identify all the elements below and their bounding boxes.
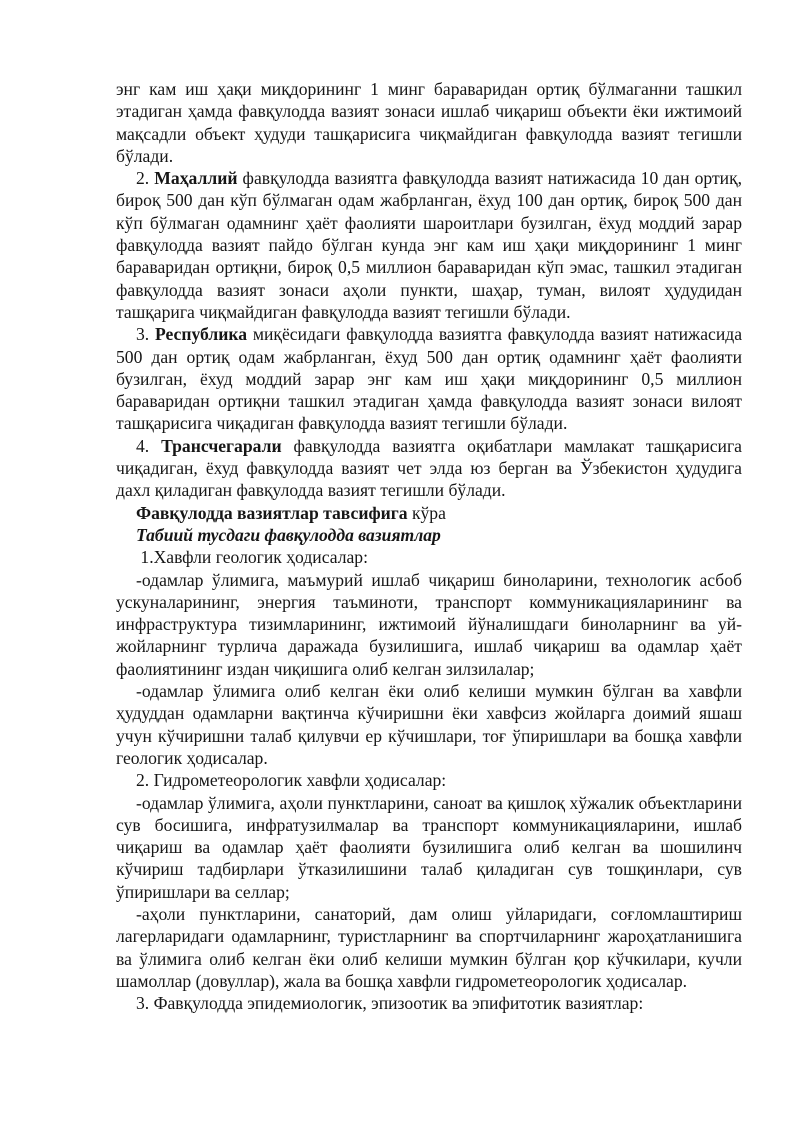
paragraph-earthquakes: -одамлар ўлимига, маъмурий ишлаб чиқариш биноларини, технологик асбоб ускуналарининг, энергия таъминоти, транспорт коммуникацияларининг ва инфраструктура тизимларининг, ижтимоий йўналишдаги биноларнинг ва уй-жойларнинг турлича даражада бузилишига, ишлаб чиқариш ва одамлар ҳаёт фаолиятининг издан чиқишига олиб келган зилзилалар; [116, 569, 742, 679]
subsection-heading: Табиий тусдаги фавқулодда вазиятлар [136, 524, 441, 545]
section-heading-rest: кўра [407, 502, 446, 523]
section-heading [116, 502, 742, 524]
paragraph-text: фавқулодда вазиятга фавқулодда вазият натижасида 10 дан ортиқ, бироқ 500 дан кўп бўлмаган одам жабрланган, ёхуд 100 дан ортиқ, бироқ 500 дан кўп бўлмаган одамнинг ҳаёт фаолияти шароитлари бузилган, ёхуд моддий зарар фавқулодда вазият пайдо бўлган кунда энг кам иш ҳақи миқдорининг 1 минг бараваридан ортиқни, бироқ 0,5 миллион бараваридан кўп эмас, ташкил этадиган фавқулодда вазият зонаси аҳоли пункти, шаҳар, туман, вилоят ҳудудидан ташқарига чиқмайдиган фавқулодда вазият тегишли бўлади. [116, 168, 743, 322]
paragraph-floods: -одамлар ўлимига, аҳоли пунктларини, саноат ва қишлоқ хўжалик объектларини сув босишига, инфратузилмалар ва транспорт коммуникацияларини, ишлаб чиқариш ва одамлар ҳаёт фаолияти бузилишига олиб келган ва шошилинч кўчириш тадбирлари ўтказилишини талаб қиладиган сув тошқинлари, сув ўпиришлари ва селлар; [116, 792, 742, 902]
list-heading-geologic: 1.Хавфли геологик ҳодисалар: [136, 547, 368, 568]
term-local: Маҳаллий [154, 168, 238, 189]
term-transboundary: Трансчегарали [161, 435, 282, 456]
term-republic: Республика [155, 324, 248, 345]
item-number: 3. [136, 324, 155, 345]
item-number: 2. [136, 168, 155, 189]
paragraph-continuation: энг кам иш ҳақи миқдорининг 1 минг бараваридан ортиқ бўлмаганни ташкил этадиган ҳамда фавқулодда вазият зонаси ишлаб чиқариш объекти ёки ижтимоий мақсадли объект ҳудуди ташқарисига чиқмайдиган фавқулодда вазият тегишли бўлади. [116, 79, 742, 166]
paragraph-landslides: -одамлар ўлимига олиб келган ёки олиб келиши мумкин бўлган ва хавфли ҳудуддан одамларни вақтинча кўчиришни ёки хавфсиз жойларга доимий яшаш учун кўчиришни талаб қилувчи ер кўчишлари, тоғ ўпиришлари ва бошқа хавфли геологик ҳодисалар. [116, 681, 742, 768]
paragraph-local [116, 167, 742, 323]
list-heading-epidemic: 3. Фавқулодда эпидемиологик, эпизоотик ва эпифитотик вазиятлар: [136, 993, 644, 1014]
paragraph-text: миқёсидаги фавқулодда вазиятга фавқулодда вазият натижасида 500 дан ортиқ одам жабрланган, ёхуд 500 дан ортиқ одамнинг ҳаёт фаолияти бузилган, ёхуд моддий зарар энг кам иш ҳақи миқдорининг 0,5 миллион бараваридан ортиқни ташкил этадиган ҳамда фавқулодда вазият зонаси вилоят ташқарисига чиқадиган фавқулодда вазият тегишли бўлади. [116, 324, 743, 434]
list-heading-hydromet: 2. Гидрометеорологик хавфли ҳодисалар: [136, 770, 447, 791]
paragraph-text: фавқулодда вазиятга оқибатлари мамлакат ташқарисига чиқадиган, ёхуд фавқулодда вазият чет элда юз берган ва Ўзбекистон ҳудудига дахл қиладиган фавқулодда вазият тегишли бўлади. [116, 435, 742, 501]
document-page [116, 78, 742, 1014]
section-heading-bold: Фавқулодда вазиятлар тавсифига [136, 502, 408, 523]
item-number: 4. [136, 435, 162, 456]
paragraph-transboundary [116, 435, 742, 502]
paragraph-avalanches: -аҳоли пунктларини, санаторий, дам олиш уйларидаги, соғломлаштириш лагерларидаги одамларнинг, туристларнинг ва спортчиларнинг жароҳатланишига ва ўлимига олиб келган ёки олиб келиши мумкин бўлган қор кўчкилари, кучли шамоллар (довуллар), жала ва бошқа хавфли гидрометеорологик ҳодисалар. [116, 903, 742, 991]
paragraph-republic [116, 323, 742, 434]
